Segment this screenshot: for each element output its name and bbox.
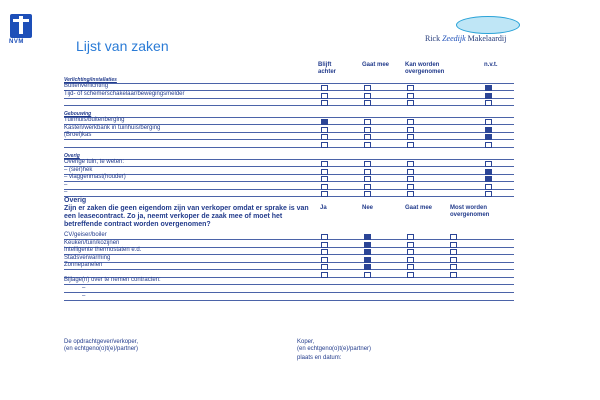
lease-question: Zijn er zaken die geen eigendom zijn van verkoper omdat er sprake is van een leasecontract. Zo ja, neemt verkoper de zaak mee of moet het betreffende contract worden overgenomen? [64, 205, 309, 228]
checkbox[interactable] [450, 234, 457, 240]
checkbox[interactable] [321, 191, 328, 197]
checkbox[interactable] [407, 134, 414, 140]
brand-middle: Zeedijk [442, 34, 466, 43]
row-label: CV/geiser/boiler [64, 232, 107, 238]
checkbox[interactable] [321, 257, 328, 263]
checkbox[interactable] [364, 142, 371, 148]
row-label: Buitenverlichting [64, 83, 109, 90]
checkbox[interactable] [407, 142, 414, 148]
bijlage-line [64, 284, 514, 285]
row-label: Overige tuin, te weten: [64, 159, 125, 166]
brand-logo-icon [456, 16, 520, 34]
section-title: Verlichting/installaties [64, 77, 117, 83]
checkbox[interactable] [321, 169, 328, 175]
checkbox[interactable] [364, 119, 371, 125]
checkbox[interactable] [485, 85, 492, 91]
col-header-gaat-mee: Gaat mee [362, 62, 390, 68]
row-line [64, 181, 514, 182]
checkbox[interactable] [485, 142, 492, 148]
checkbox[interactable] [321, 93, 328, 99]
checkbox[interactable] [364, 134, 371, 140]
bijlage-label: Bijlage(n) over te nemen contracten: [64, 277, 161, 283]
checkbox[interactable] [485, 191, 492, 197]
checkbox[interactable] [407, 169, 414, 175]
brand-first: Rick [425, 34, 441, 43]
nvm-logo-icon [10, 14, 32, 38]
signature-buyer [297, 339, 371, 362]
checkbox[interactable] [485, 100, 492, 106]
row-label: Stadsverwarming [64, 254, 111, 261]
row-label: – [64, 181, 68, 188]
checkbox[interactable] [407, 257, 414, 263]
col-header-nee: Nee [362, 205, 374, 211]
row-line [64, 105, 514, 106]
signature-buyer-line1: Koper, [297, 339, 315, 345]
col-header-nvt: n.v.t. [484, 62, 498, 68]
row-line [64, 174, 514, 175]
bijlage-item: – [82, 293, 86, 299]
bijlage-line [64, 300, 514, 301]
checkbox[interactable] [407, 93, 414, 99]
checkbox[interactable] [450, 264, 457, 270]
col-header-kan-worden: Kan worden overgenomen [405, 62, 445, 75]
checkbox[interactable] [364, 93, 371, 99]
checkbox[interactable] [321, 264, 328, 270]
checkbox[interactable] [321, 127, 328, 133]
checkbox[interactable] [364, 249, 371, 255]
checkbox[interactable] [485, 127, 492, 133]
row-label: Kasten/werkbank in tuinhuis/berging [64, 124, 161, 131]
col-header-blijft: Blijft achter [318, 62, 337, 75]
checkbox[interactable] [364, 169, 371, 175]
checkbox[interactable] [364, 257, 371, 263]
row-line [64, 239, 514, 240]
checkbox[interactable] [407, 242, 414, 248]
checkbox[interactable] [407, 249, 414, 255]
checkbox[interactable] [321, 234, 328, 240]
checkbox[interactable] [364, 85, 371, 91]
section-line [64, 159, 514, 160]
checkbox[interactable] [364, 127, 371, 133]
nvm-logo-text: NVM [9, 39, 24, 45]
checkbox[interactable] [407, 161, 414, 167]
overig-heading: Overig [64, 197, 87, 204]
checkbox[interactable] [485, 169, 492, 175]
section-title: Gebouwing [64, 111, 92, 117]
signature-buyer-line2: (en echtgeno(o)t(e)/partner) [297, 346, 372, 352]
checkbox[interactable] [364, 161, 371, 167]
checkbox[interactable] [364, 272, 371, 278]
row-label: (Broei)kas [64, 132, 92, 139]
checkbox[interactable] [407, 119, 414, 125]
checkbox[interactable] [321, 184, 328, 190]
checkbox[interactable] [407, 272, 414, 278]
checkbox[interactable] [364, 234, 371, 240]
checkbox[interactable] [364, 184, 371, 190]
checkbox[interactable] [407, 85, 414, 91]
checkbox[interactable] [321, 85, 328, 91]
checkbox[interactable] [485, 184, 492, 190]
checkbox[interactable] [321, 272, 328, 278]
checkbox[interactable] [450, 249, 457, 255]
checkbox[interactable] [321, 134, 328, 140]
checkbox[interactable] [364, 176, 371, 182]
checkbox[interactable] [450, 242, 457, 248]
section-title: Overig [64, 153, 80, 159]
checkbox[interactable] [364, 100, 371, 106]
row-label: Tuinhuis/buitenberging [64, 117, 125, 124]
checkbox[interactable] [450, 257, 457, 263]
checkbox[interactable] [485, 161, 492, 167]
row-line [64, 166, 514, 167]
brand-name [425, 34, 506, 43]
signature-seller-line2: (en echtgeno(o)t(e)/partner) [64, 346, 139, 352]
page-title: Lijst van zaken [76, 38, 169, 54]
checkbox[interactable] [407, 127, 414, 133]
col-header-ja: Ja [320, 205, 327, 211]
checkbox[interactable] [321, 242, 328, 248]
row-line [64, 254, 514, 255]
checkbox[interactable] [407, 191, 414, 197]
row-label: Keuken/tuin/kozijnen [64, 239, 120, 246]
checkbox[interactable] [485, 134, 492, 140]
checkbox[interactable] [485, 93, 492, 99]
col-header-overgenomen: Most worden overgenomen [450, 205, 490, 218]
signature-seller-line1: De opdrachtgever/verkoper, [64, 339, 139, 345]
row-line [64, 189, 514, 190]
row-line [64, 196, 514, 197]
row-line [64, 98, 514, 99]
row-line [64, 262, 514, 263]
row-line [64, 269, 514, 270]
checkbox[interactable] [407, 234, 414, 240]
signature-seller [64, 339, 138, 353]
checkbox[interactable] [364, 264, 371, 270]
checkbox[interactable] [485, 176, 492, 182]
col-header-gaat-mee-2: Gaat mee [405, 205, 433, 211]
row-label: Intelligente thermostaten e.d. [64, 247, 142, 254]
brand-last: Makelaardij [467, 34, 507, 43]
section-line [64, 117, 514, 118]
bijlage-line [64, 292, 514, 293]
checkbox[interactable] [407, 176, 414, 182]
checkbox[interactable] [321, 161, 328, 167]
checkbox[interactable] [407, 100, 414, 106]
place-date: plaats en datum: [297, 355, 342, 361]
checkbox[interactable] [407, 264, 414, 270]
checkbox[interactable] [364, 242, 371, 248]
checkbox[interactable] [321, 249, 328, 255]
checkbox[interactable] [450, 272, 457, 278]
checkbox[interactable] [321, 176, 328, 182]
checkbox[interactable] [321, 100, 328, 106]
checkbox[interactable] [407, 184, 414, 190]
row-line [64, 147, 514, 148]
bijlage-item: – [82, 285, 86, 291]
row-line [64, 139, 514, 140]
row-label: – [64, 189, 68, 195]
row-label: – vlaggenmast(houder) [64, 174, 126, 181]
row-label: Tijd- of schemerschakelaar/bewegingsmelder [64, 90, 185, 97]
checkbox[interactable] [364, 191, 371, 197]
checkbox[interactable] [485, 119, 492, 125]
checkbox[interactable] [321, 119, 328, 125]
checkbox[interactable] [321, 142, 328, 148]
section-line [64, 83, 514, 84]
row-label: Zonnepanelen [64, 262, 103, 269]
row-label: – (sier)hek [64, 166, 93, 173]
row-line [64, 132, 514, 133]
